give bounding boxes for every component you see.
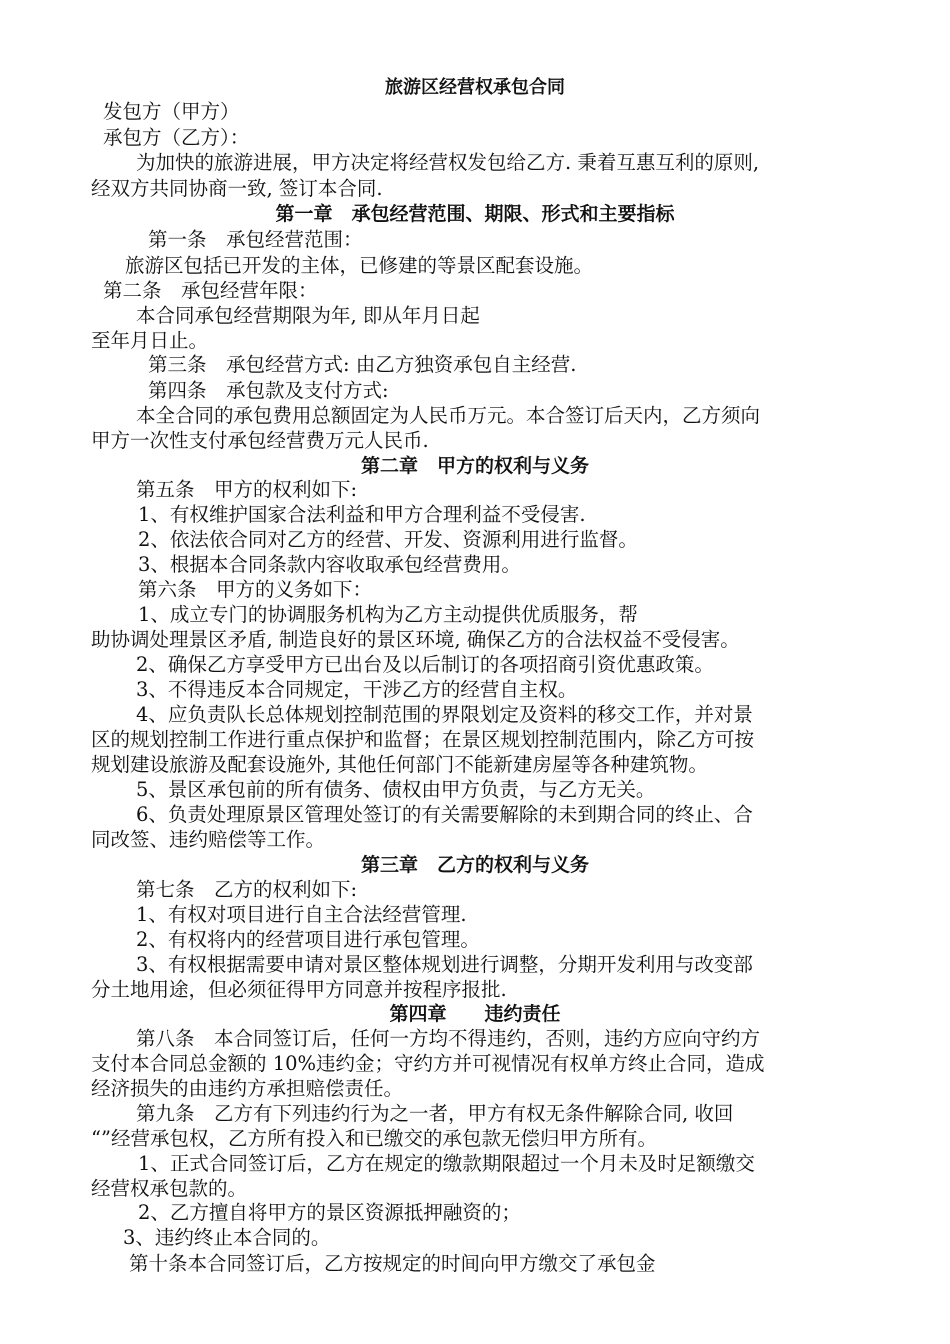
article-6-item: 6、负责处理原景区管理处签订的有关需要解除的未到期合同的终止、合 [136, 803, 753, 826]
article-8-text: 支付本合同总金额的 10%违约金；守约方并可视情况有权单方终止合同，造成 [91, 1052, 765, 1075]
article-4-heading: 第四条 承包款及支付方式: [148, 379, 389, 402]
article-5-item: 3、根据本合同条款内容收取承包经营费用。 [138, 553, 521, 576]
article-6-item: 3、不得违反本合同规定，干涉乙方的经营自主权。 [136, 678, 578, 701]
party-b-line: 承包方（乙方）： [103, 126, 250, 149]
article-9-item: 1、正式合同签订后，乙方在规定的缴款期限超过一个月未及时足额缴交 [138, 1152, 755, 1175]
article-8-text: 第八条 本合同签订后，任何一方均不得违约，否则，违约方应向守约方 [136, 1027, 761, 1050]
article-6-heading: 第六条 甲方的义务如下： [138, 578, 373, 601]
article-4-text: 甲方一次性支付承包经营费万元人民币. [91, 429, 429, 452]
article-9-item: 经营权承包款的。 [91, 1177, 248, 1200]
chapter-1-heading: 第一章 承包经营范围、期限、形式和主要指标 [275, 203, 675, 225]
intro-paragraph-line: 经双方共同协商一致, 签订本合同. [91, 177, 383, 200]
party-a-line: 发包方（甲方） [103, 100, 240, 123]
article-1-heading: 第一条 承包经营范围： [148, 228, 363, 251]
article-6-item: 同改签、违约赔偿等工作。 [91, 828, 326, 851]
article-10-text: 第十条本合同签订后，乙方按规定的时间向甲方缴交了承包金 [129, 1252, 656, 1275]
article-1-text: 旅游区包括已开发的主体，已修建的等景区配套设施。 [125, 254, 594, 277]
article-3-line: 第三条 承包经营方式: 由乙方独资承包自主经营. [148, 353, 577, 376]
article-7-item: 2、有权将内的经营项目进行承包管理。 [136, 928, 480, 951]
article-9-item: 2、乙方擅自将甲方的景区资源抵押融资的； [138, 1201, 521, 1224]
article-8-text: 经济损失的由违约方承担赔偿责任。 [91, 1077, 404, 1100]
article-7-item: 1、有权对项目进行自主合法经营管理. [136, 903, 467, 926]
article-9-item: 3、违约终止本合同的。 [123, 1226, 331, 1249]
article-6-item: 4、应负责队长总体规划控制范围的界限划定及资料的移交工作，并对景 [136, 703, 753, 726]
article-2-text: 本合同承包经营期限为年, 即从年月日起 [136, 304, 480, 327]
article-6-item: 助协调处理景区矛盾, 制造良好的景区环境, 确保乙方的合法权益不受侵害。 [91, 628, 740, 651]
article-6-item: 5、景区承包前的所有债务、债权由甲方负责，与乙方无关。 [136, 778, 656, 801]
chapter-3-heading: 第三章 乙方的权利与义务 [360, 854, 589, 876]
document-title: 旅游区经营权承包合同 [385, 77, 565, 98]
article-7-item: 分土地用途，但必须征得甲方同意并按程序报批. [91, 978, 507, 1001]
article-7-heading: 第七条 乙方的权利如下: [136, 878, 358, 901]
article-2-heading: 第二条 承包经营年限： [103, 279, 318, 302]
chapter-2-heading: 第二章 甲方的权利与义务 [360, 455, 589, 477]
article-9-text: “”经营承包权，乙方所有投入和已缴交的承包款无偿归甲方所有。 [91, 1127, 657, 1150]
article-5-item: 2、依法依合同对乙方的经营、开发、资源利用进行监督。 [138, 528, 638, 551]
article-5-heading: 第五条 甲方的权利如下: [136, 478, 358, 501]
article-7-item: 3、有权根据需要申请对景区整体规划进行调整，分期开发利用与改变部 [136, 953, 753, 976]
article-9-text: 第九条 乙方有下列违约行为之一者，甲方有权无条件解除合同, 收回 [136, 1102, 734, 1125]
article-2-text: 至年月日止。 [91, 329, 209, 352]
article-6-item: 规划建设旅游及配套设施外, 其他任何部门不能新建房屋等各种建筑物。 [91, 753, 708, 776]
article-6-item: 2、确保乙方享受甲方已出台及以后制订的各项招商引资优惠政策。 [136, 653, 714, 676]
article-5-item: 1、有权维护国家合法利益和甲方合理利益不受侵害. [138, 503, 586, 526]
intro-paragraph-line: 为加快的旅游进展，甲方决定将经营权发包给乙方. 秉着互惠互利的原则, [136, 151, 760, 174]
article-4-text: 本全合同的承包费用总额固定为人民币万元。本合签订后天内，乙方须向 [136, 404, 761, 427]
article-6-item: 区的规划控制工作进行重点保护和监督；在景区规划控制范围内，除乙方可按 [91, 728, 755, 751]
article-6-item: 1、成立专门的协调服务机构为乙方主动提供优质服务，帮 [138, 603, 638, 626]
chapter-4-heading: 第四章 违约责任 [389, 1003, 561, 1025]
